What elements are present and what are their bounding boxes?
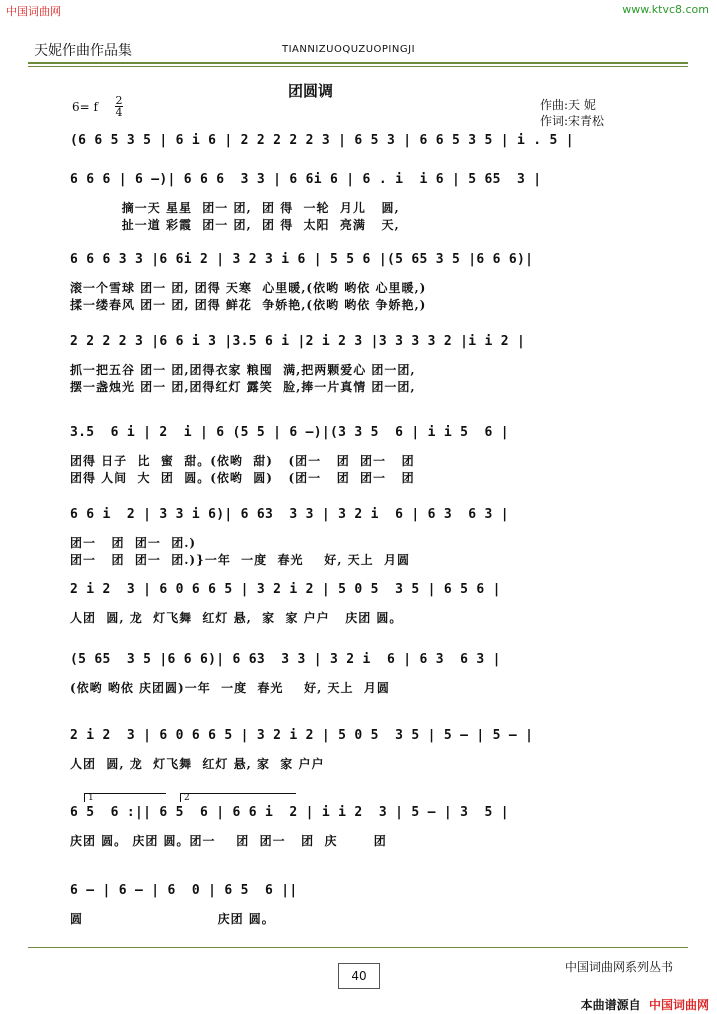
lyric-line: 抓一把五谷 团一 团,团得衣家 粮囤 满,把两颗爱心 团一团,: [70, 363, 416, 377]
page-number: 40: [338, 963, 380, 989]
lyricist: 作词:宋青松: [540, 114, 605, 128]
lyric-line: 揉一缕春风 团一 团, 团得 鲜花 争娇艳,(依哟 哟依 争娇艳,): [70, 298, 427, 312]
lyric-line: 圆 庆团 圆。: [70, 912, 275, 926]
notation-line: 6 5 6 :|| 6 5 6 | 6 6 i 2 | i i 2 3 | 5 — | 3 5 |: [70, 805, 509, 820]
book-title-pinyin: TIANNIZUOQUZUOPINGJI: [282, 44, 416, 55]
notation-line: 6 6 6 | 6 —)| 6 6 6 3 3 | 6 6i 6 | 6 . i i 6 | 5 65 3 |: [70, 172, 542, 187]
lyric-line: (依哟 哟依 庆团圆)一年 一度 春光 好, 天上 月圆: [70, 681, 390, 695]
meter-bottom: 4: [115, 106, 123, 119]
volta-number: 1: [88, 793, 94, 803]
notation-line: 2 i 2 3 | 6 0 6 6 5 | 3 2 i 2 | 5 0 5 3 5 | 5 — | 5 — |: [70, 728, 534, 743]
source-label: 本曲谱源自: [580, 998, 641, 1012]
source-credit: [581, 996, 709, 1013]
meter-top: 2: [115, 94, 123, 107]
lyric-line: 摆一盏烛光 团一 团,团得红灯 露笑 脸,捧一片真情 团一团,: [70, 380, 416, 394]
notation-line: 6 6 6 3 3 |6 6i 2 | 3 2 3 i 6 | 5 5 6 |(5 65 3 5 |6 6 6)|: [70, 252, 534, 267]
notation-line: 6 — | 6 — | 6 0 | 6 5 6 ||: [70, 883, 298, 898]
lyric-line: 团一 团 团一 团.): [70, 536, 197, 550]
header-rule: [28, 62, 688, 64]
source-site: 中国词曲网: [648, 998, 709, 1012]
notation-line: 2 2 2 2 3 |6 6 i 3 |3.5 6 i |2 i 2 3 |3 3 3 3 2 |i i 2 |: [70, 334, 526, 349]
volta-number: 2: [184, 793, 190, 803]
lyric-line: 团得 日子 比 蜜 甜。(依哟 甜) (团一 团 团一 团: [70, 454, 415, 468]
lyric-line: 人团 圆, 龙 灯飞舞 红灯 悬, 家 家 户户 庆团 圆。: [70, 611, 403, 625]
site-name-left: 中国词曲网: [6, 5, 61, 18]
lyric-line: 摘一天 星星 团一 团, 团 得 一轮 月儿 圆,: [70, 201, 400, 215]
lyric-line: 扯一道 彩霞 团一 团, 团 得 太阳 亮满 天,: [70, 218, 400, 232]
header-rule-thin: [28, 66, 688, 67]
lyric-line: 团一 团 团一 团.)}一年 一度 春光 好, 天上 月圆: [70, 553, 410, 567]
site-url-right: www.ktvc8.com: [622, 3, 709, 16]
volta-bracket: [180, 793, 296, 802]
notation-line: (6 6 5 3 5 | 6 i 6 | 2 2 2 2 2 3 | 6 5 3 | 6 6 5 3 5 | i . 5 |: [70, 133, 574, 148]
time-signature: [115, 95, 123, 118]
song-title: 团圆调: [288, 82, 334, 100]
notation-line: 2 i 2 3 | 6 0 6 6 5 | 3 2 i 2 | 5 0 5 3 5 | 6 5 6 |: [70, 582, 501, 597]
lyric-line: 团得 人间 大 团 圆。(依哟 圆) (团一 团 团一 团: [70, 471, 415, 485]
volta-bracket: [84, 793, 166, 802]
notation-line: 6 6 i 2 | 3 3 i 6)| 6 63 3 3 | 3 2 i 6 | 6 3 6 3 |: [70, 507, 509, 522]
song-key: 6= f: [72, 100, 98, 114]
notation-line: (5 65 3 5 |6 6 6)| 6 63 3 3 | 3 2 i 6 | 6 3 6 3 |: [70, 652, 501, 667]
book-title: 天妮作曲作品集: [34, 43, 132, 59]
lyric-line: 滚一个雪球 团一 团, 团得 天寒 心里暖,(依哟 哟依 心里暖,): [70, 281, 427, 295]
lyric-line: 人团 圆, 龙 灯飞舞 红灯 悬, 家 家 户户: [70, 757, 325, 771]
footer-rule: [28, 947, 688, 948]
lyric-line: 庆团 圆。 庆团 圆。团一 团 团一 团 庆 团: [70, 834, 387, 848]
composer: 作曲:天 妮: [540, 98, 596, 112]
series-name: 中国词曲网系列丛书: [565, 960, 674, 974]
notation-line: 3.5 6 i | 2 i | 6 (5 5 | 6 —)|(3 3 5 6 | i i 5 6 |: [70, 425, 509, 440]
